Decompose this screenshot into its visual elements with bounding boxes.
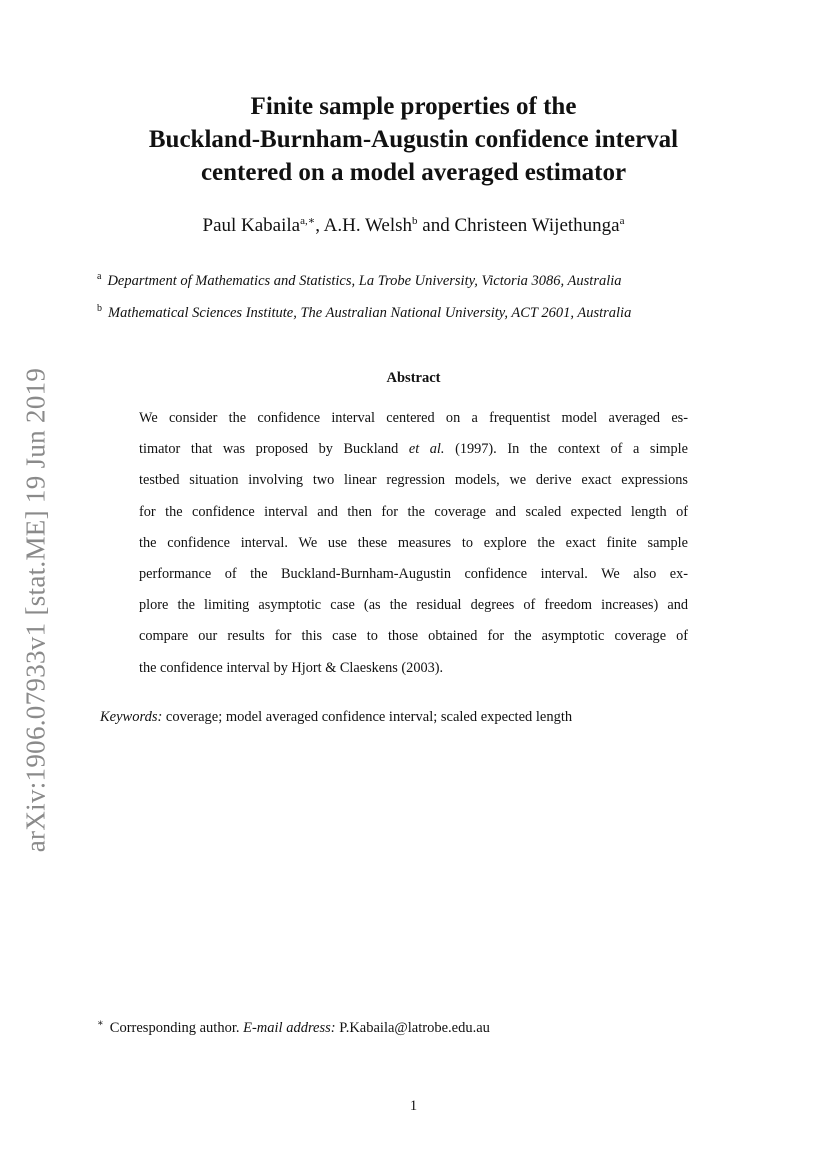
abstract-line: the confidence interval. We use these measures to explore the exact finite sample [139, 534, 688, 551]
author-affil-marker: a,∗ [300, 215, 316, 227]
abstract-line: the confidence interval by Hjort & Claeskens (2003). [139, 659, 444, 676]
abstract-line [139, 434, 688, 465]
abstract-etal: et al. [408, 441, 445, 458]
abstract-line-segment: (1997). In the context of a simple [455, 441, 688, 458]
title-line-1: Finite sample properties of the [250, 93, 577, 120]
footnote-text: Corresponding author. [109, 1020, 240, 1036]
footnote [97, 1018, 490, 1037]
abstract-line: We consider the confidence interval centered on a frequentist model averaged es- [139, 410, 688, 426]
title-line-3: centered on a model averaged estimator [200, 159, 627, 186]
author-name: Christeen Wijethunga [454, 215, 620, 236]
abstract-line: for the confidence interval and then for the coverage and scaled expected length of [139, 503, 688, 520]
author-list [60, 214, 767, 237]
author-separator: and [417, 215, 455, 236]
footnote-email-label: E-mail address: [243, 1020, 336, 1036]
author-affil-marker: a [619, 215, 625, 227]
footnote-marker: ∗ [97, 1018, 104, 1029]
title-line-2: Buckland-Burnham-Augustin confidence interval [148, 126, 679, 153]
page-number: 1 [409, 1098, 418, 1114]
abstract-line: testbed situation involving two linear regression models, we derive exact expressions [139, 472, 688, 489]
affiliation-marker: a [97, 271, 102, 282]
affiliation-a [97, 271, 747, 290]
keywords [100, 709, 572, 726]
paper-title [60, 90, 767, 189]
author-separator: , [315, 215, 324, 236]
affiliation-marker: b [97, 303, 102, 314]
footnote-email[interactable]: P.Kabaila@latrobe.edu.au [339, 1020, 490, 1036]
abstract-heading: Abstract [386, 370, 441, 386]
abstract-line: plore the limiting asymptotic case (as the residual degrees of freedom increases) and [139, 597, 688, 614]
abstract-line-segment: timator that was proposed by Buckland [139, 441, 399, 458]
author-name: A.H. Welsh [323, 215, 413, 236]
abstract-line: performance of the Buckland-Burnham-Augustin confidence interval. We also ex- [139, 565, 688, 582]
abstract-body [139, 403, 688, 684]
keywords-label: Keywords: [100, 709, 163, 725]
keywords-text: coverage; model averaged confidence interval; scaled expected length [165, 709, 573, 725]
author-name: Paul Kabaila [202, 215, 301, 236]
affiliation-text: Department of Mathematics and Statistics, La Trobe University, Victoria 3086, Australia [107, 273, 622, 289]
abstract-line: compare our results for this case to those obtained for the asymptotic coverage of [139, 628, 688, 645]
affiliation-text: Mathematical Sciences Institute, The Australian National University, ACT 2601, Australia [108, 305, 632, 321]
arxiv-stamp-text: arXiv:1906.07933v1 [stat.ME] 19 Jun 2019 [20, 367, 51, 853]
author-affil-marker: b [412, 215, 418, 227]
affiliation-b [97, 303, 747, 322]
